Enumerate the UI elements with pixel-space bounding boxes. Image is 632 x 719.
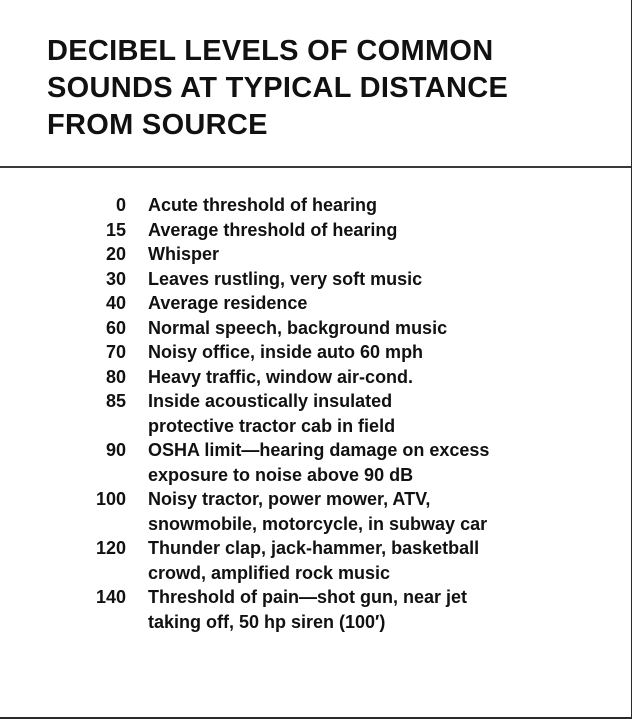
description-line: Normal speech, background music xyxy=(148,317,448,338)
table-row xyxy=(0,218,632,243)
decibel-value: 120 xyxy=(95,538,126,558)
description-line: Heavy traffic, window air-cond. xyxy=(148,366,414,387)
sound-description xyxy=(148,316,447,341)
title-line-2: SOUNDS AT TYPICAL DISTANCE xyxy=(47,72,509,104)
description-line: Average threshold of hearing xyxy=(148,219,398,240)
description-line: Acute threshold of hearing xyxy=(148,195,378,215)
table-row xyxy=(0,267,632,292)
decibel-value: 100 xyxy=(95,489,126,509)
sound-description xyxy=(148,536,479,585)
sound-description xyxy=(148,438,489,487)
decibel-value: 70 xyxy=(105,342,126,362)
description-line: snowmobile, motorcycle, in subway car xyxy=(148,513,488,534)
description-line: OSHA limit—hearing damage on excess xyxy=(148,440,490,460)
table-row xyxy=(0,291,632,316)
page-title xyxy=(47,33,617,144)
decibel-value: 15 xyxy=(105,219,126,240)
description-line: protective tractor cab in field xyxy=(148,415,396,436)
sound-description xyxy=(148,389,395,438)
sound-description xyxy=(148,291,307,316)
description-line: taking off, 50 hp siren (100′) xyxy=(148,611,386,632)
sound-description xyxy=(148,585,467,634)
description-line: Noisy office, inside auto 60 mph xyxy=(148,342,424,362)
table-row xyxy=(0,487,632,536)
description-line: crowd, amplified rock music xyxy=(148,562,391,583)
table-row xyxy=(0,365,632,390)
description-line: Thunder clap, jack-hammer, basketball xyxy=(148,538,480,558)
description-line: exposure to noise above 90 dB xyxy=(148,464,414,485)
decibel-value: 140 xyxy=(95,587,126,607)
decibel-value: 40 xyxy=(105,293,126,313)
sound-description xyxy=(148,193,377,218)
description-line: Inside acoustically insulated xyxy=(148,391,393,411)
decibel-value: 0 xyxy=(115,195,126,215)
title-divider xyxy=(0,166,632,168)
decibel-value: 20 xyxy=(105,244,126,264)
decibel-value: 90 xyxy=(105,440,126,460)
table-row xyxy=(0,438,632,487)
decibel-value: 85 xyxy=(105,391,126,411)
table-row xyxy=(0,316,632,341)
decibel-table xyxy=(0,193,632,634)
description-line: Leaves rustling, very soft music xyxy=(148,268,423,289)
sound-description xyxy=(148,487,487,536)
table-row xyxy=(0,585,632,634)
decibel-value: 80 xyxy=(105,366,126,387)
table-row xyxy=(0,536,632,585)
table-row xyxy=(0,340,632,365)
description-line: Whisper xyxy=(148,244,220,264)
description-line: Average residence xyxy=(148,293,308,313)
description-line: Threshold of pain—shot gun, near jet xyxy=(148,587,468,607)
table-row xyxy=(0,193,632,218)
description-line: Noisy tractor, power mower, ATV, xyxy=(148,489,431,509)
sound-description xyxy=(148,242,219,267)
sound-description xyxy=(148,340,423,365)
sound-description xyxy=(148,267,422,292)
table-row xyxy=(0,389,632,438)
title-line-1: DECIBEL LEVELS OF COMMON xyxy=(47,35,494,67)
decibel-value: 30 xyxy=(105,268,126,289)
title-line-3: FROM SOURCE xyxy=(47,109,268,141)
sound-description xyxy=(148,365,413,390)
sound-description xyxy=(148,218,397,243)
decibel-value: 60 xyxy=(105,317,126,338)
table-row xyxy=(0,242,632,267)
